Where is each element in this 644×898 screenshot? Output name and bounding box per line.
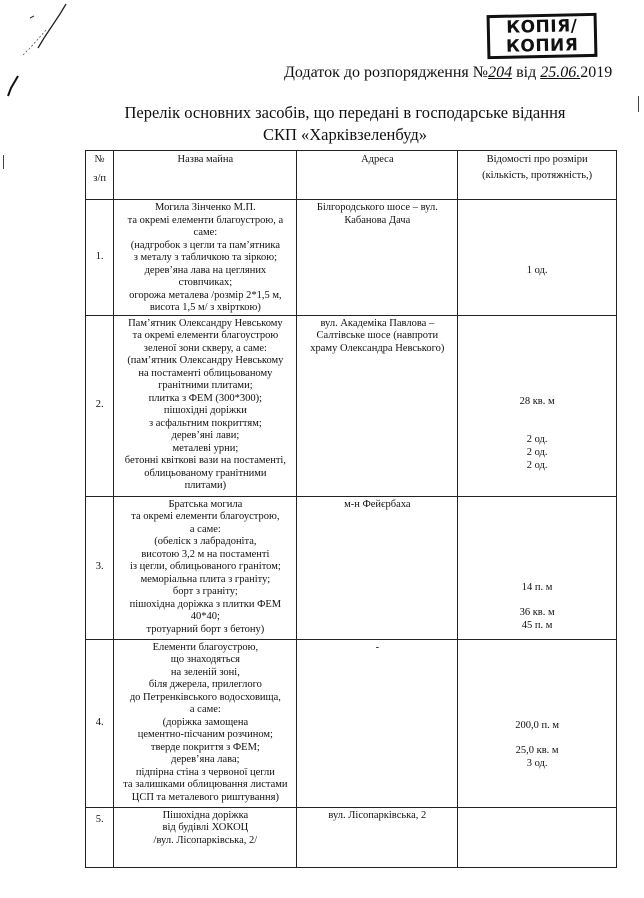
asset-name-line: 40*40; bbox=[190, 611, 220, 622]
asset-name-line: зеленої зони скверу, а саме: bbox=[143, 342, 267, 354]
asset-name-line: висота 1,5 м/ з хвірткою) bbox=[149, 302, 261, 313]
asset-name-line: на постаменті облицьованому bbox=[138, 367, 273, 379]
asset-name-line: та окремі елементи благоустрою bbox=[132, 330, 279, 341]
asset-name-line: дерев’яна лава; bbox=[171, 754, 240, 765]
asset-name-line: (обеліск з лабрадоніта, bbox=[154, 536, 257, 547]
header-name-label: Назва майна bbox=[177, 154, 234, 165]
asset-address-line: Білгородського шосе – вул. bbox=[316, 202, 438, 213]
size-value: 36 кв. м bbox=[519, 606, 555, 618]
document-title bbox=[90, 102, 600, 146]
asset-address-cell bbox=[297, 639, 458, 807]
asset-name-line: дерев’яна лава на цегляних bbox=[144, 264, 267, 276]
asset-size-cell bbox=[458, 807, 617, 867]
asset-name-line: Пам’ятник Олександру Невському bbox=[128, 317, 283, 329]
asset-name-line: а саме: bbox=[189, 704, 221, 715]
asset-name-line: /вул. Лісопарківська, 2/ bbox=[153, 834, 258, 846]
asset-address-line: храму Олександра Невського) bbox=[310, 342, 445, 354]
asset-name-line: плитами) bbox=[184, 480, 227, 491]
asset-name-line: меморіальна плита з граніту; bbox=[140, 573, 271, 585]
header-size-line-1: Відомості про розміри bbox=[486, 154, 588, 165]
asset-name-line: та залишками облицювання листами bbox=[123, 779, 288, 790]
asset-address-line: - bbox=[375, 641, 380, 653]
asset-name-line: стовпчиках; bbox=[178, 277, 233, 288]
header-number-abbrev: з/п bbox=[93, 172, 106, 184]
asset-name-line: дерев’яні лави; bbox=[171, 430, 240, 441]
header-number bbox=[86, 151, 114, 200]
asset-name-line: на зеленій зоні, bbox=[170, 666, 240, 678]
edge-mark bbox=[638, 96, 639, 112]
asset-name-line: висотою 3,2 м на постаменті bbox=[141, 548, 270, 560]
row-number-cell bbox=[86, 200, 114, 316]
row-number-cell bbox=[86, 639, 114, 807]
asset-name-line: а саме: bbox=[189, 523, 221, 535]
asset-name-line: цементно-пісчаним розчином; bbox=[137, 729, 273, 740]
asset-name-cell bbox=[114, 200, 297, 316]
stamp-line-2: КОПИЯ bbox=[505, 35, 579, 57]
row-number: 5. bbox=[95, 813, 104, 825]
table-row bbox=[86, 496, 617, 639]
asset-name-line: із цегли, облицьованого гранітом; bbox=[129, 561, 281, 572]
asset-address-line: м-н Фейєрбаха bbox=[344, 498, 411, 510]
asset-name-line: та окремі елементи благоустрою, bbox=[131, 511, 280, 522]
size-value: 200,0 п. м bbox=[515, 719, 559, 731]
header-number-symbol: № bbox=[94, 154, 105, 165]
asset-name-line: облицьованому гранітними bbox=[144, 467, 267, 479]
copy-stamp bbox=[487, 13, 598, 59]
table-row bbox=[86, 639, 617, 807]
size-value: 45 п. м bbox=[521, 619, 553, 631]
asset-name-line: ЦСП та металевого риштування) bbox=[131, 791, 279, 803]
table-row bbox=[86, 200, 617, 316]
size-value: 3 од. bbox=[526, 757, 548, 769]
asset-name-line: пішохідна доріжка з плитки ФЕМ bbox=[129, 598, 282, 610]
asset-address-line: вул. Академіка Павлова – bbox=[320, 317, 435, 329]
asset-address-cell bbox=[297, 200, 458, 316]
asset-address-line: Салтівське шосе (навпроти bbox=[316, 330, 439, 341]
asset-name-line: до Петренківського водосховища, bbox=[129, 691, 281, 703]
asset-name-line: (пам’ятник Олександру Невському bbox=[127, 355, 284, 366]
header-address bbox=[297, 151, 458, 200]
size-value: 1 од. bbox=[526, 265, 548, 276]
asset-name-line: тротуарний борт з бетону) bbox=[146, 623, 265, 635]
asset-address-cell bbox=[297, 807, 458, 867]
asset-name-line: від будівлі ХОКОЦ bbox=[162, 822, 249, 833]
asset-name-line: бетонні квіткові вази на постаменті, bbox=[124, 455, 286, 466]
asset-name-line: огорожа металева /розмір 2*1,5 м, bbox=[129, 289, 282, 301]
asset-name-line: гранітними плитами; bbox=[158, 380, 253, 391]
asset-name-line: біля джерела, прилеглого bbox=[148, 679, 262, 690]
order-number: 204 bbox=[488, 64, 513, 81]
asset-name-line: Братська могила bbox=[168, 498, 243, 510]
asset-size-cell bbox=[458, 639, 617, 807]
row-number-cell bbox=[86, 807, 114, 867]
table-row bbox=[86, 807, 617, 867]
row-number: 4. bbox=[95, 716, 104, 728]
addendum-date-label: від bbox=[516, 64, 537, 81]
asset-name-line: саме: bbox=[193, 227, 218, 238]
asset-name-line: Елементи благоустрою, bbox=[152, 641, 259, 653]
edge-mark bbox=[3, 155, 4, 169]
order-date: 25.06. bbox=[540, 64, 581, 81]
asset-address-cell bbox=[297, 496, 458, 639]
row-number: 1. bbox=[95, 251, 104, 262]
asset-address-cell bbox=[297, 315, 458, 496]
title-line-2: СКП «Харківзеленбуд» bbox=[262, 125, 428, 144]
asset-name-line: металеві урни; bbox=[172, 442, 239, 454]
header-name bbox=[114, 151, 297, 200]
size-value: 28 кв. м bbox=[519, 395, 555, 407]
asset-size-cell bbox=[458, 315, 617, 496]
row-number: 3. bbox=[95, 561, 104, 573]
header-address-label: Адреса bbox=[361, 154, 394, 165]
asset-name-cell bbox=[114, 639, 297, 807]
table-header-row bbox=[86, 151, 617, 200]
table-row bbox=[86, 315, 617, 496]
header-size bbox=[458, 151, 617, 200]
asset-name-line: з металу з табличкою та зіркою; bbox=[133, 252, 277, 263]
title-line-1: Перелік основних засобів, що передані в господарське відання bbox=[124, 103, 566, 122]
addendum-reference bbox=[284, 64, 613, 82]
size-value: 2 од. bbox=[526, 446, 548, 458]
asset-name-cell bbox=[114, 807, 297, 867]
addendum-prefix: Додаток до розпорядження № bbox=[284, 64, 489, 81]
asset-name-line: що знаходяться bbox=[170, 654, 240, 665]
asset-name-line: тверде покриття з ФЕМ; bbox=[150, 741, 260, 753]
asset-address-line: вул. Лісопарківська, 2 bbox=[328, 809, 427, 821]
size-value: 14 п. м bbox=[521, 581, 553, 593]
asset-address-line: Кабанова Дача bbox=[344, 214, 411, 226]
asset-name-cell bbox=[114, 315, 297, 496]
asset-name-line: з асфальтним покриттям; bbox=[148, 417, 262, 429]
asset-name-line: плитка з ФЕМ (300*300); bbox=[148, 392, 263, 404]
asset-size-cell bbox=[458, 200, 617, 316]
asset-name-line: Пішохідна доріжка bbox=[162, 809, 249, 821]
asset-name-line: та окремі елементи благоустрою, а bbox=[127, 214, 284, 226]
size-value: 25,0 кв. м bbox=[515, 744, 559, 756]
size-value: 2 од. bbox=[526, 433, 548, 445]
asset-name-line: борт з граніту; bbox=[172, 586, 238, 597]
size-value: 2 од. bbox=[526, 459, 548, 471]
asset-name-line: підпірна стіна з червоної цегли bbox=[135, 766, 275, 778]
handwritten-marks bbox=[0, 0, 90, 110]
asset-name-line: Могила Зінченко М.П. bbox=[155, 202, 256, 213]
row-number: 2. bbox=[95, 399, 104, 411]
asset-name-line: пішохідні доріжки bbox=[163, 405, 247, 416]
order-year: 2019 bbox=[580, 64, 613, 81]
assets-table bbox=[85, 150, 617, 868]
stamp-line-1: КОПІЯ/ bbox=[506, 16, 578, 38]
row-number-cell bbox=[86, 315, 114, 496]
asset-name-cell bbox=[114, 496, 297, 639]
asset-name-line: (доріжка замощена bbox=[162, 716, 249, 728]
row-number-cell bbox=[86, 496, 114, 639]
header-size-line-2: (кількість, протяжність,) bbox=[482, 169, 593, 181]
asset-name-line: (надгробок з цегли та пам’ятника bbox=[130, 239, 280, 251]
asset-size-cell bbox=[458, 496, 617, 639]
